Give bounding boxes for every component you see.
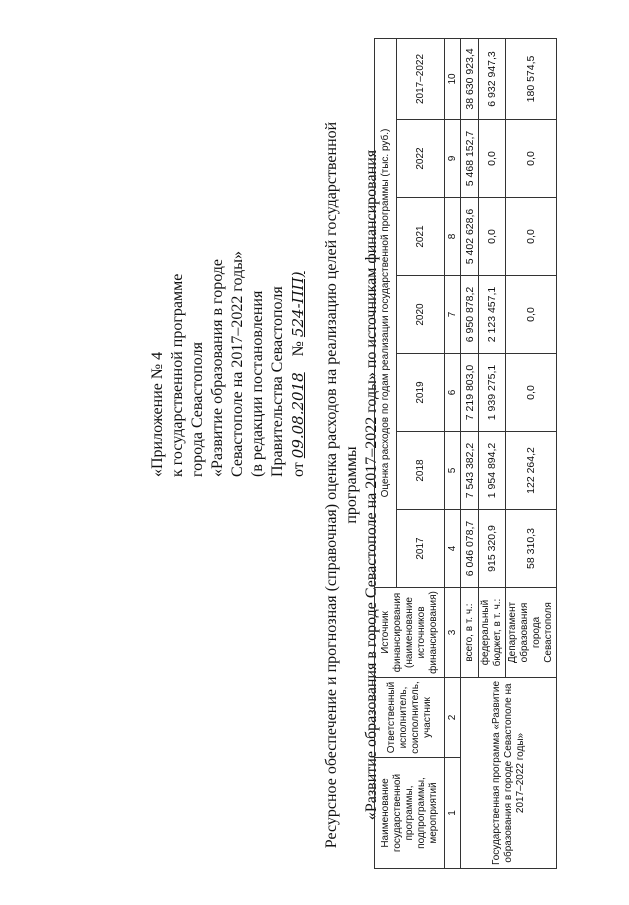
- header-year: 2017: [397, 510, 445, 588]
- appendix-date-line: [288, 97, 309, 477]
- appendix-line: к государственной программе: [169, 273, 186, 477]
- document-title: [322, 105, 382, 865]
- value-cell: 0,0: [479, 120, 506, 198]
- handwritten-date: 09.08.2018: [289, 372, 307, 459]
- value-cell: 0,0: [506, 120, 557, 198]
- header-program-name: Наименование государственной программы, подпрограммы, мероприятий: [375, 758, 445, 869]
- header-funding-source: Источник финансирования (наименование источников финансирования): [375, 588, 445, 678]
- appendix-header: [148, 97, 309, 477]
- value-cell: 0,0: [479, 198, 506, 276]
- col-number: 5: [445, 432, 461, 510]
- header-year: 2020: [397, 276, 445, 354]
- appendix-line: Севастополе на 2017–2022 годы»: [229, 251, 246, 477]
- value-cell: 0,0: [506, 198, 557, 276]
- value-cell: 5 468 152,7: [461, 120, 479, 198]
- header-executor: Ответственный исполнитель, соисполнитель, участник: [375, 678, 445, 758]
- col-number: 7: [445, 276, 461, 354]
- col-number: 2: [445, 678, 461, 758]
- value-cell: 6 950 878,2: [461, 276, 479, 354]
- header-expense-estimate: Оценка расходов по годам реализации государственной программы (тыс. руб.): [375, 38, 397, 587]
- value-cell: 180 574,5: [506, 38, 557, 119]
- value-cell: 6 932 947,3: [479, 38, 506, 119]
- value-cell: 5 402 628,6: [461, 198, 479, 276]
- handwritten-number: 524-ПП): [289, 271, 307, 338]
- col-number: 10: [445, 38, 461, 119]
- number-prefix: №: [290, 341, 307, 357]
- col-number: 4: [445, 510, 461, 588]
- appendix-line: Правительства Севастополя: [269, 286, 286, 477]
- appendix-line: «Приложение № 4: [149, 351, 166, 477]
- appendix-line: города Севастополя: [189, 342, 206, 477]
- title-line-1: Ресурсное обеспечение и прогнозная (справочная) оценка расходов на реализацию целей государственной программы: [323, 121, 360, 849]
- col-number: 9: [445, 120, 461, 198]
- col-number: 1: [445, 758, 461, 869]
- col-number: 6: [445, 354, 461, 432]
- funding-table: [374, 38, 557, 869]
- value-cell: 915 320,9: [479, 510, 506, 588]
- title-line-2: «Развитие образования в городе Севастополе на 2017–2022 годы» по источникам финансирования: [363, 149, 380, 821]
- value-cell: 6 046 078,7: [461, 510, 479, 588]
- source-cell: Департамент образования города Севастополя: [506, 588, 557, 678]
- header-year: 2019: [397, 354, 445, 432]
- appendix-line: «Развитие образования в городе: [209, 259, 226, 477]
- program-name-cell: Государственная программа «Развитие образования в городе Севастополе на 2017–2022 годы»: [461, 678, 557, 869]
- date-prefix: от: [290, 462, 307, 477]
- header-year: 2018: [397, 432, 445, 510]
- value-cell: 2 123 457,1: [479, 276, 506, 354]
- value-cell: 1 954 894,2: [479, 432, 506, 510]
- col-number: 3: [445, 588, 461, 678]
- header-year: 2021: [397, 198, 445, 276]
- value-cell: 7 543 382,2: [461, 432, 479, 510]
- value-cell: 0,0: [506, 354, 557, 432]
- value-cell: 7 219 803,0: [461, 354, 479, 432]
- value-cell: 38 630 923,4: [461, 38, 479, 119]
- source-cell: федеральный бюджет, в т. ч.:: [479, 588, 506, 678]
- value-cell: 58 310,3: [506, 510, 557, 588]
- appendix-line: (в редакции постановления: [249, 290, 266, 477]
- value-cell: 0,0: [506, 276, 557, 354]
- col-number: 8: [445, 198, 461, 276]
- header-year: 2022: [397, 120, 445, 198]
- header-year-total: 2017–2022: [397, 38, 445, 119]
- value-cell: 122 264,2: [506, 432, 557, 510]
- table-row: [461, 38, 479, 868]
- value-cell: 1 939 275,1: [479, 354, 506, 432]
- source-cell: всего, в т. ч.:: [461, 588, 479, 678]
